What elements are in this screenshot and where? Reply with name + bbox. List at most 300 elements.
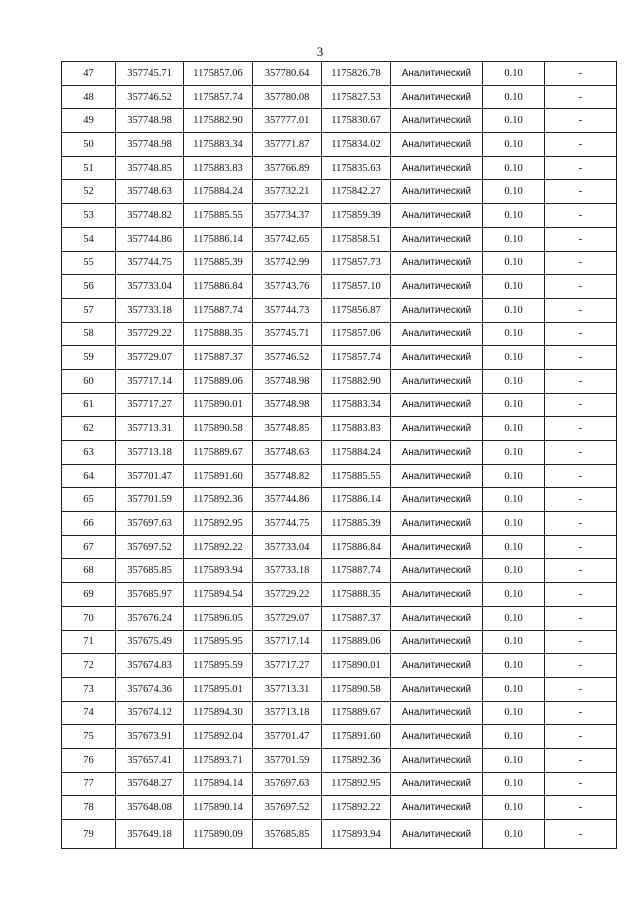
accuracy-cell: 0.10 [483, 85, 545, 109]
y-coordinate-cell: 1175892.36 [184, 488, 253, 512]
y-prev-coordinate-cell: 1175892.36 [322, 748, 391, 772]
table-row [62, 133, 617, 157]
point-number-cell: 58 [62, 322, 116, 346]
table-row [62, 488, 617, 512]
coordinates-table-body [62, 62, 617, 849]
note-cell: - [545, 62, 617, 86]
y-prev-coordinate-cell: 1175857.10 [322, 275, 391, 299]
method-cell: Аналитический [391, 346, 483, 370]
method-cell: Аналитический [391, 654, 483, 678]
method-cell: Аналитический [391, 701, 483, 725]
y-coordinate-cell: 1175857.06 [184, 62, 253, 86]
y-coordinate-cell: 1175894.54 [184, 583, 253, 607]
accuracy-cell: 0.10 [483, 441, 545, 465]
table-row [62, 369, 617, 393]
note-cell: - [545, 677, 617, 701]
table-row [62, 725, 617, 749]
point-number-cell: 49 [62, 109, 116, 133]
note-cell: - [545, 322, 617, 346]
x-prev-coordinate-cell: 357744.86 [253, 488, 322, 512]
x-coordinate-cell: 357748.98 [116, 133, 184, 157]
x-coordinate-cell: 357685.85 [116, 559, 184, 583]
note-cell: - [545, 559, 617, 583]
x-prev-coordinate-cell: 357771.87 [253, 133, 322, 157]
point-number-cell: 59 [62, 346, 116, 370]
y-prev-coordinate-cell: 1175887.74 [322, 559, 391, 583]
point-number-cell: 70 [62, 606, 116, 630]
method-cell: Аналитический [391, 204, 483, 228]
point-number-cell: 47 [62, 62, 116, 86]
point-number-cell: 57 [62, 298, 116, 322]
y-coordinate-cell: 1175886.14 [184, 227, 253, 251]
point-number-cell: 53 [62, 204, 116, 228]
y-prev-coordinate-cell: 1175842.27 [322, 180, 391, 204]
table-row [62, 85, 617, 109]
y-prev-coordinate-cell: 1175857.06 [322, 322, 391, 346]
y-coordinate-cell: 1175894.14 [184, 772, 253, 796]
method-cell: Аналитический [391, 559, 483, 583]
x-coordinate-cell: 357649.18 [116, 820, 184, 849]
x-prev-coordinate-cell: 357729.22 [253, 583, 322, 607]
table-row [62, 820, 617, 849]
y-prev-coordinate-cell: 1175883.83 [322, 417, 391, 441]
method-cell: Аналитический [391, 298, 483, 322]
x-coordinate-cell: 357717.27 [116, 393, 184, 417]
accuracy-cell: 0.10 [483, 417, 545, 441]
method-cell: Аналитический [391, 227, 483, 251]
y-prev-coordinate-cell: 1175882.90 [322, 369, 391, 393]
x-coordinate-cell: 357685.97 [116, 583, 184, 607]
x-prev-coordinate-cell: 357734.37 [253, 204, 322, 228]
method-cell: Аналитический [391, 62, 483, 86]
accuracy-cell: 0.10 [483, 180, 545, 204]
x-coordinate-cell: 357748.98 [116, 109, 184, 133]
table-row [62, 275, 617, 299]
y-coordinate-cell: 1175884.24 [184, 180, 253, 204]
x-prev-coordinate-cell: 357742.65 [253, 227, 322, 251]
x-prev-coordinate-cell: 357742.99 [253, 251, 322, 275]
x-coordinate-cell: 357717.14 [116, 369, 184, 393]
x-coordinate-cell: 357733.18 [116, 298, 184, 322]
x-prev-coordinate-cell: 357713.18 [253, 701, 322, 725]
point-number-cell: 77 [62, 772, 116, 796]
y-prev-coordinate-cell: 1175887.37 [322, 606, 391, 630]
y-prev-coordinate-cell: 1175890.58 [322, 677, 391, 701]
accuracy-cell: 0.10 [483, 512, 545, 536]
method-cell: Аналитический [391, 677, 483, 701]
y-prev-coordinate-cell: 1175886.14 [322, 488, 391, 512]
point-number-cell: 65 [62, 488, 116, 512]
x-coordinate-cell: 357674.12 [116, 701, 184, 725]
x-coordinate-cell: 357697.52 [116, 535, 184, 559]
y-coordinate-cell: 1175857.74 [184, 85, 253, 109]
method-cell: Аналитический [391, 512, 483, 536]
x-prev-coordinate-cell: 357744.73 [253, 298, 322, 322]
x-prev-coordinate-cell: 357780.64 [253, 62, 322, 86]
note-cell: - [545, 630, 617, 654]
x-coordinate-cell: 357729.22 [116, 322, 184, 346]
point-number-cell: 54 [62, 227, 116, 251]
y-coordinate-cell: 1175888.35 [184, 322, 253, 346]
point-number-cell: 74 [62, 701, 116, 725]
x-coordinate-cell: 357729.07 [116, 346, 184, 370]
note-cell: - [545, 346, 617, 370]
point-number-cell: 60 [62, 369, 116, 393]
table-row [62, 583, 617, 607]
accuracy-cell: 0.10 [483, 62, 545, 86]
x-prev-coordinate-cell: 357744.75 [253, 512, 322, 536]
y-prev-coordinate-cell: 1175891.60 [322, 725, 391, 749]
note-cell: - [545, 133, 617, 157]
y-prev-coordinate-cell: 1175859.39 [322, 204, 391, 228]
x-prev-coordinate-cell: 357777.01 [253, 109, 322, 133]
note-cell: - [545, 204, 617, 228]
accuracy-cell: 0.10 [483, 772, 545, 796]
x-prev-coordinate-cell: 357733.04 [253, 535, 322, 559]
accuracy-cell: 0.10 [483, 559, 545, 583]
note-cell: - [545, 275, 617, 299]
x-coordinate-cell: 357674.83 [116, 654, 184, 678]
accuracy-cell: 0.10 [483, 369, 545, 393]
x-prev-coordinate-cell: 357748.63 [253, 441, 322, 465]
x-prev-coordinate-cell: 357697.52 [253, 796, 322, 820]
y-coordinate-cell: 1175889.06 [184, 369, 253, 393]
x-coordinate-cell: 357648.08 [116, 796, 184, 820]
accuracy-cell: 0.10 [483, 227, 545, 251]
point-number-cell: 71 [62, 630, 116, 654]
method-cell: Аналитический [391, 488, 483, 512]
method-cell: Аналитический [391, 180, 483, 204]
table-row [62, 109, 617, 133]
x-prev-coordinate-cell: 357697.63 [253, 772, 322, 796]
accuracy-cell: 0.10 [483, 275, 545, 299]
table-row [62, 180, 617, 204]
table-row [62, 748, 617, 772]
y-prev-coordinate-cell: 1175834.02 [322, 133, 391, 157]
accuracy-cell: 0.10 [483, 748, 545, 772]
accuracy-cell: 0.10 [483, 488, 545, 512]
x-coordinate-cell: 357744.75 [116, 251, 184, 275]
y-prev-coordinate-cell: 1175826.78 [322, 62, 391, 86]
note-cell: - [545, 251, 617, 275]
x-prev-coordinate-cell: 357743.76 [253, 275, 322, 299]
point-number-cell: 68 [62, 559, 116, 583]
x-coordinate-cell: 357713.31 [116, 417, 184, 441]
y-coordinate-cell: 1175883.34 [184, 133, 253, 157]
note-cell: - [545, 85, 617, 109]
table-row [62, 630, 617, 654]
point-number-cell: 51 [62, 156, 116, 180]
accuracy-cell: 0.10 [483, 346, 545, 370]
table-row [62, 204, 617, 228]
note-cell: - [545, 512, 617, 536]
accuracy-cell: 0.10 [483, 630, 545, 654]
y-prev-coordinate-cell: 1175885.39 [322, 512, 391, 536]
method-cell: Аналитический [391, 109, 483, 133]
method-cell: Аналитический [391, 322, 483, 346]
x-coordinate-cell: 357674.36 [116, 677, 184, 701]
y-coordinate-cell: 1175891.60 [184, 464, 253, 488]
note-cell: - [545, 796, 617, 820]
x-coordinate-cell: 357701.47 [116, 464, 184, 488]
point-number-cell: 78 [62, 796, 116, 820]
x-prev-coordinate-cell: 357746.52 [253, 346, 322, 370]
y-coordinate-cell: 1175886.84 [184, 275, 253, 299]
method-cell: Аналитический [391, 393, 483, 417]
x-coordinate-cell: 357701.59 [116, 488, 184, 512]
y-coordinate-cell: 1175895.59 [184, 654, 253, 678]
accuracy-cell: 0.10 [483, 606, 545, 630]
y-coordinate-cell: 1175889.67 [184, 441, 253, 465]
y-coordinate-cell: 1175892.95 [184, 512, 253, 536]
method-cell: Аналитический [391, 417, 483, 441]
x-prev-coordinate-cell: 357748.98 [253, 393, 322, 417]
accuracy-cell: 0.10 [483, 251, 545, 275]
x-coordinate-cell: 357748.85 [116, 156, 184, 180]
table-row [62, 62, 617, 86]
method-cell: Аналитический [391, 796, 483, 820]
y-coordinate-cell: 1175887.74 [184, 298, 253, 322]
y-coordinate-cell: 1175890.01 [184, 393, 253, 417]
x-prev-coordinate-cell: 357733.18 [253, 559, 322, 583]
y-coordinate-cell: 1175893.94 [184, 559, 253, 583]
coordinates-table [61, 61, 617, 849]
point-number-cell: 79 [62, 820, 116, 849]
method-cell: Аналитический [391, 133, 483, 157]
note-cell: - [545, 393, 617, 417]
table-row [62, 559, 617, 583]
x-prev-coordinate-cell: 357701.47 [253, 725, 322, 749]
y-coordinate-cell: 1175892.22 [184, 535, 253, 559]
y-prev-coordinate-cell: 1175830.67 [322, 109, 391, 133]
y-coordinate-cell: 1175885.55 [184, 204, 253, 228]
note-cell: - [545, 180, 617, 204]
accuracy-cell: 0.10 [483, 820, 545, 849]
point-number-cell: 61 [62, 393, 116, 417]
y-coordinate-cell: 1175896.05 [184, 606, 253, 630]
table-row [62, 535, 617, 559]
x-coordinate-cell: 357746.52 [116, 85, 184, 109]
page-number: 3 [316, 44, 324, 59]
note-cell: - [545, 109, 617, 133]
x-prev-coordinate-cell: 357766.89 [253, 156, 322, 180]
y-prev-coordinate-cell: 1175835.63 [322, 156, 391, 180]
accuracy-cell: 0.10 [483, 535, 545, 559]
note-cell: - [545, 441, 617, 465]
table-row [62, 227, 617, 251]
note-cell: - [545, 820, 617, 849]
note-cell: - [545, 464, 617, 488]
accuracy-cell: 0.10 [483, 204, 545, 228]
accuracy-cell: 0.10 [483, 464, 545, 488]
y-prev-coordinate-cell: 1175893.94 [322, 820, 391, 849]
x-prev-coordinate-cell: 357717.14 [253, 630, 322, 654]
method-cell: Аналитический [391, 725, 483, 749]
method-cell: Аналитический [391, 464, 483, 488]
y-coordinate-cell: 1175892.04 [184, 725, 253, 749]
y-coordinate-cell: 1175893.71 [184, 748, 253, 772]
y-coordinate-cell: 1175890.09 [184, 820, 253, 849]
accuracy-cell: 0.10 [483, 796, 545, 820]
x-prev-coordinate-cell: 357729.07 [253, 606, 322, 630]
note-cell: - [545, 748, 617, 772]
method-cell: Аналитический [391, 369, 483, 393]
table-row [62, 654, 617, 678]
table-row [62, 298, 617, 322]
x-prev-coordinate-cell: 357701.59 [253, 748, 322, 772]
table-row [62, 464, 617, 488]
y-coordinate-cell: 1175895.95 [184, 630, 253, 654]
note-cell: - [545, 488, 617, 512]
point-number-cell: 48 [62, 85, 116, 109]
y-prev-coordinate-cell: 1175889.06 [322, 630, 391, 654]
point-number-cell: 75 [62, 725, 116, 749]
note-cell: - [545, 772, 617, 796]
x-prev-coordinate-cell: 357745.71 [253, 322, 322, 346]
x-prev-coordinate-cell: 357717.27 [253, 654, 322, 678]
y-coordinate-cell: 1175894.30 [184, 701, 253, 725]
note-cell: - [545, 725, 617, 749]
y-coordinate-cell: 1175890.58 [184, 417, 253, 441]
point-number-cell: 76 [62, 748, 116, 772]
accuracy-cell: 0.10 [483, 701, 545, 725]
point-number-cell: 73 [62, 677, 116, 701]
note-cell: - [545, 417, 617, 441]
note-cell: - [545, 701, 617, 725]
x-coordinate-cell: 357648.27 [116, 772, 184, 796]
table-row [62, 512, 617, 536]
point-number-cell: 55 [62, 251, 116, 275]
note-cell: - [545, 583, 617, 607]
method-cell: Аналитический [391, 251, 483, 275]
y-coordinate-cell: 1175895.01 [184, 677, 253, 701]
point-number-cell: 72 [62, 654, 116, 678]
x-coordinate-cell: 357745.71 [116, 62, 184, 86]
accuracy-cell: 0.10 [483, 133, 545, 157]
x-prev-coordinate-cell: 357732.21 [253, 180, 322, 204]
table-row [62, 701, 617, 725]
table-row [62, 156, 617, 180]
table-row [62, 441, 617, 465]
point-number-cell: 69 [62, 583, 116, 607]
accuracy-cell: 0.10 [483, 298, 545, 322]
point-number-cell: 50 [62, 133, 116, 157]
note-cell: - [545, 227, 617, 251]
x-coordinate-cell: 357748.82 [116, 204, 184, 228]
y-prev-coordinate-cell: 1175890.01 [322, 654, 391, 678]
method-cell: Аналитический [391, 630, 483, 654]
accuracy-cell: 0.10 [483, 156, 545, 180]
method-cell: Аналитический [391, 583, 483, 607]
accuracy-cell: 0.10 [483, 322, 545, 346]
y-prev-coordinate-cell: 1175884.24 [322, 441, 391, 465]
y-prev-coordinate-cell: 1175858.51 [322, 227, 391, 251]
table-row [62, 417, 617, 441]
accuracy-cell: 0.10 [483, 393, 545, 417]
method-cell: Аналитический [391, 441, 483, 465]
y-prev-coordinate-cell: 1175886.84 [322, 535, 391, 559]
y-prev-coordinate-cell: 1175827.53 [322, 85, 391, 109]
x-coordinate-cell: 357748.63 [116, 180, 184, 204]
point-number-cell: 52 [62, 180, 116, 204]
y-coordinate-cell: 1175883.83 [184, 156, 253, 180]
x-prev-coordinate-cell: 357748.98 [253, 369, 322, 393]
note-cell: - [545, 369, 617, 393]
x-coordinate-cell: 357673.91 [116, 725, 184, 749]
method-cell: Аналитический [391, 535, 483, 559]
table-row [62, 772, 617, 796]
y-prev-coordinate-cell: 1175892.95 [322, 772, 391, 796]
table-row [62, 322, 617, 346]
x-coordinate-cell: 357675.49 [116, 630, 184, 654]
method-cell: Аналитический [391, 275, 483, 299]
point-number-cell: 66 [62, 512, 116, 536]
point-number-cell: 56 [62, 275, 116, 299]
x-prev-coordinate-cell: 357780.08 [253, 85, 322, 109]
y-prev-coordinate-cell: 1175857.73 [322, 251, 391, 275]
table-row [62, 393, 617, 417]
accuracy-cell: 0.10 [483, 654, 545, 678]
table-row [62, 796, 617, 820]
accuracy-cell: 0.10 [483, 725, 545, 749]
table-row [62, 346, 617, 370]
table-row [62, 606, 617, 630]
y-prev-coordinate-cell: 1175883.34 [322, 393, 391, 417]
method-cell: Аналитический [391, 85, 483, 109]
point-number-cell: 63 [62, 441, 116, 465]
accuracy-cell: 0.10 [483, 677, 545, 701]
x-coordinate-cell: 357676.24 [116, 606, 184, 630]
point-number-cell: 62 [62, 417, 116, 441]
x-prev-coordinate-cell: 357748.82 [253, 464, 322, 488]
y-coordinate-cell: 1175887.37 [184, 346, 253, 370]
y-prev-coordinate-cell: 1175856.87 [322, 298, 391, 322]
y-prev-coordinate-cell: 1175857.74 [322, 346, 391, 370]
x-prev-coordinate-cell: 357685.85 [253, 820, 322, 849]
y-coordinate-cell: 1175882.90 [184, 109, 253, 133]
x-coordinate-cell: 357657.41 [116, 748, 184, 772]
x-coordinate-cell: 357697.63 [116, 512, 184, 536]
x-coordinate-cell: 357744.86 [116, 227, 184, 251]
y-prev-coordinate-cell: 1175892.22 [322, 796, 391, 820]
note-cell: - [545, 156, 617, 180]
x-coordinate-cell: 357713.18 [116, 441, 184, 465]
method-cell: Аналитический [391, 772, 483, 796]
method-cell: Аналитический [391, 820, 483, 849]
method-cell: Аналитический [391, 606, 483, 630]
y-prev-coordinate-cell: 1175889.67 [322, 701, 391, 725]
method-cell: Аналитический [391, 156, 483, 180]
y-prev-coordinate-cell: 1175888.35 [322, 583, 391, 607]
accuracy-cell: 0.10 [483, 583, 545, 607]
x-prev-coordinate-cell: 357713.31 [253, 677, 322, 701]
y-coordinate-cell: 1175890.14 [184, 796, 253, 820]
note-cell: - [545, 535, 617, 559]
table-row [62, 677, 617, 701]
note-cell: - [545, 654, 617, 678]
y-coordinate-cell: 1175885.39 [184, 251, 253, 275]
y-prev-coordinate-cell: 1175885.55 [322, 464, 391, 488]
method-cell: Аналитический [391, 748, 483, 772]
x-coordinate-cell: 357733.04 [116, 275, 184, 299]
table-row [62, 251, 617, 275]
note-cell: - [545, 606, 617, 630]
accuracy-cell: 0.10 [483, 109, 545, 133]
point-number-cell: 64 [62, 464, 116, 488]
note-cell: - [545, 298, 617, 322]
x-prev-coordinate-cell: 357748.85 [253, 417, 322, 441]
point-number-cell: 67 [62, 535, 116, 559]
